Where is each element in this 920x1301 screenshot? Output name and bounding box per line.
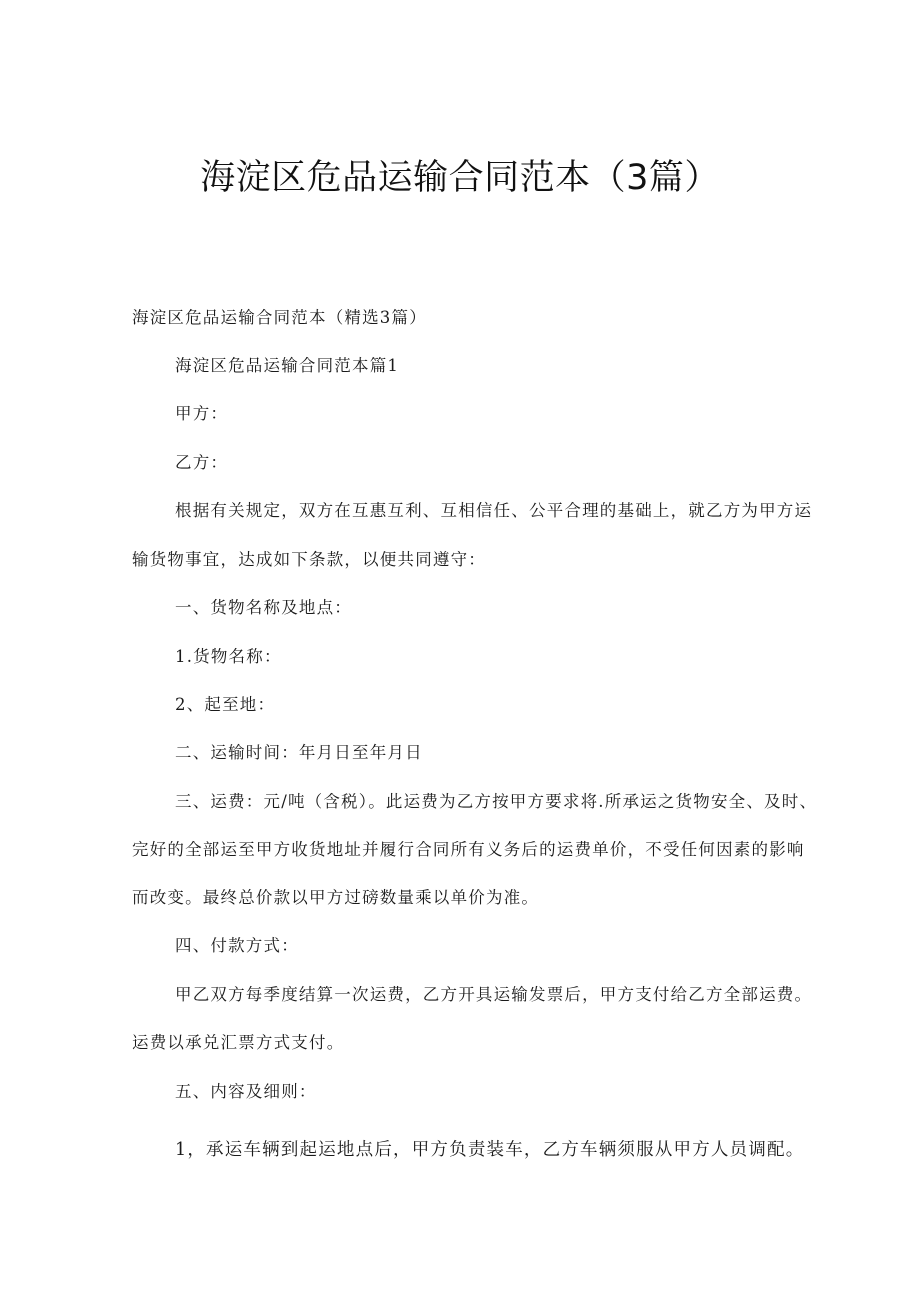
clause-3-line: 而改变。最终总价款以甲方过磅数量乘以单价为准。 (132, 888, 540, 907)
intro-paragraph-line: 根据有关规定，双方在互惠互利、互相信任、公平合理的基础上，就乙方为甲方运 (175, 501, 813, 520)
clause-3-line: 完好的全部运至甲方收货地址并履行合同所有义务后的运费单价，不受任何因素的影响 (132, 840, 805, 859)
clause-1-heading: 一、货物名称及地点： (175, 598, 352, 617)
party-b-label: 乙方： (175, 453, 229, 472)
clause-4-line: 甲乙双方每季度结算一次运费，乙方开具运输发票后，甲方支付给乙方全部运费。 (175, 985, 813, 1004)
section-heading: 海淀区危品运输合同范本篇1 (175, 356, 400, 375)
clause-2: 二、运输时间：年月日至年月日 (175, 743, 423, 762)
document-subtitle: 海淀区危品运输合同范本（精选3篇） (132, 308, 427, 327)
clause-5-item-1: 1，承运车辆到起运地点后，甲方负责装车，乙方车辆须服从甲方人员调配。 (175, 1140, 805, 1160)
clause-1-item-2: 2、起至地： (175, 695, 276, 714)
intro-paragraph-line: 输货物事宜，达成如下条款，以便共同遵守： (132, 550, 486, 569)
clause-3-line: 三、运费：元/吨（含税）。此运费为乙方按甲方要求将.所承运之货物安全、及时、 (175, 792, 818, 811)
party-a-label: 甲方： (175, 404, 229, 423)
clause-5-heading: 五、内容及细则： (175, 1082, 317, 1101)
clause-1-item-1: 1.货物名称： (175, 647, 282, 666)
clause-4-heading: 四、付款方式： (175, 936, 299, 955)
document-title: 海淀区危品运输合同范本（3篇） (200, 158, 720, 198)
clause-4-line: 运费以承兑汇票方式支付。 (132, 1033, 345, 1052)
